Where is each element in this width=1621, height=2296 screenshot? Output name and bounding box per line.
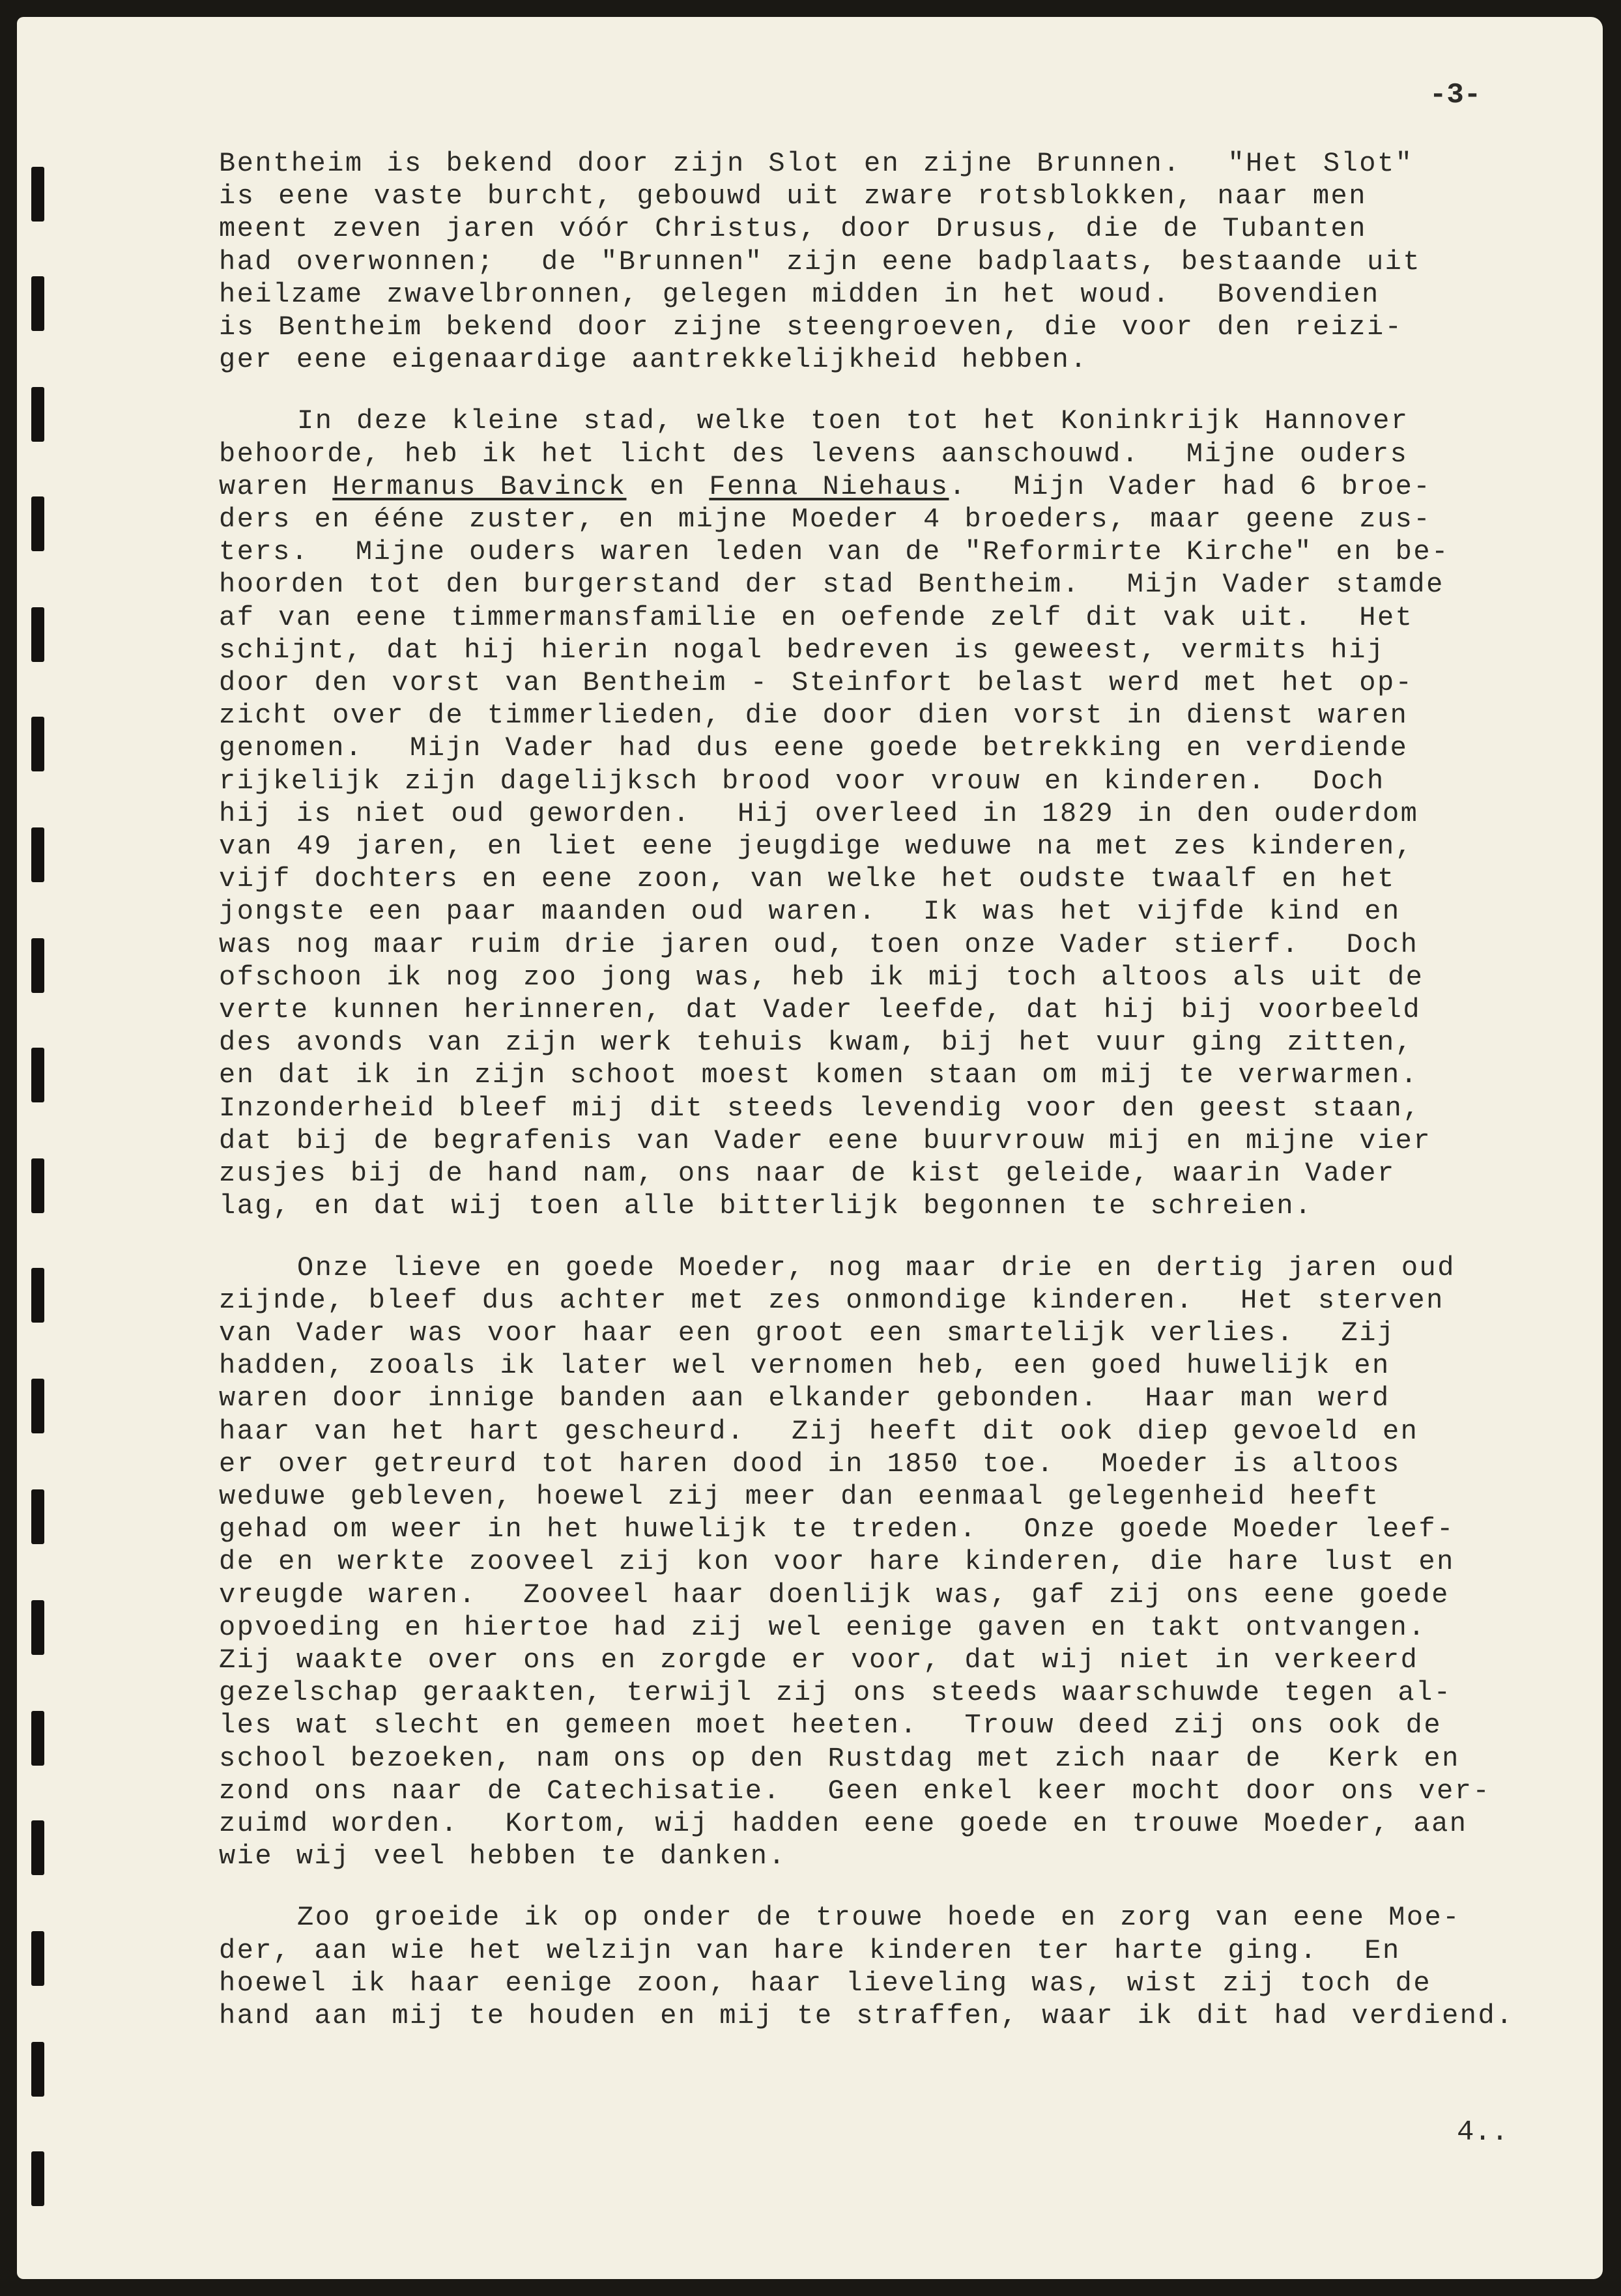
binding-hole [31,607,44,662]
text-line: Inzonderheid bleef mij dit steeds levendig voor den geest staan, [219,1092,1422,1124]
text-line: is Bentheim bekend door zijne steengroeven, die voor den reizi- [219,311,1403,343]
text-line: des avonds van zijn werk tehuis kwam, bij het vuur ging zitten, [219,1027,1414,1059]
text-line: waren door innige banden aan elkander gebonden. Haar man werd [219,1383,1390,1414]
binding-hole [31,827,44,882]
text-line: genomen. Mijn Vader had dus eene goede betrekking en verdiende [219,732,1409,764]
text-line: Onze lieve en goede Moeder, nog maar drie en dertig jaren oud [297,1252,1456,1284]
text-line: ders en ééne zuster, en mijne Moeder 4 broeders, maar geene zus- [219,504,1432,536]
binding-hole [31,2151,44,2206]
text-line: hoewel ik haar eenige zoon, haar lieveling was, wist zij toch de [219,1967,1432,1999]
text-line: rijkelijk zijn dagelijksch brood voor vrouw en kinderen. Doch [219,765,1385,797]
text-line: dat bij de begrafenis van Vader eene buurvrouw mij en mijne vier [219,1125,1432,1156]
text-line: lag, en dat wij toen alle bitterlijk begonnen te schreien. [219,1190,1313,1222]
typed-body [219,147,1594,2061]
text-line: jongste een paar maanden oud waren. Ik was het vijfde kind en [219,896,1401,928]
binding-hole [31,1711,44,1766]
binding-hole [31,1158,44,1213]
page-number: -3- [1429,79,1482,111]
text-line: gehad om weer in het huwelijk te treden. Onze goede Moeder leef- [219,1514,1455,1545]
binding-hole [31,2042,44,2097]
text-line: zicht over de timmerlieden, die door dien vorst in dienst waren [219,700,1409,732]
text-line: zuimd worden. Kortom, wij hadden eene goede en trouwe Moeder, aan [219,1807,1468,1839]
underlined-name: Fenna Niehaus [709,470,949,502]
text-line: hoorden tot den burgerstand der stad Bentheim. Mijn Vader stamde [219,569,1444,601]
text-line: van Vader was voor haar een groot een smartelijk verlies. Zij [219,1317,1396,1349]
text-line: In deze kleine stad, welke toen tot het Koninkrijk Hannover [297,405,1409,437]
text-line: ger eene eigenaardige aantrekkelijkheid hebben. [219,344,1089,376]
underlined-name: Hermanus Bavinck [332,470,627,502]
text-line: vijf dochters en eene zoon, van welke het oudste twaalf en het [219,863,1396,895]
text-line: hij is niet oud geworden. Hij overleed in 1829 in den ouderdom [219,797,1419,829]
text-line: ofschoon ik nog zoo jong was, heb ik mij toch altoos als uit de [219,961,1424,993]
text-line: school bezoeken, nam ons op den Rustdag met zich naar de Kerk en [219,1742,1460,1774]
binding-hole [31,1820,44,1875]
paragraph [219,405,1594,1222]
binding-hole [31,1268,44,1323]
text-line: is eene vaste burcht, gebouwd uit zware rotsblokken, naar men [219,180,1367,212]
text-line: ters. Mijne ouders waren leden van de "Reformirte Kirche" en be- [219,536,1450,568]
text-line: zijnde, bleef dus achter met zes onmondige kinderen. Het sterven [219,1284,1444,1316]
typed-page [17,17,1603,2279]
text-line: verte kunnen herinneren, dat Vader leefde, dat hij bij voorbeeld [219,994,1422,1026]
text-line: door den vorst van Bentheim - Steinfort belast werd met het op- [219,667,1414,699]
text-line: zond ons naar de Catechisatie. Geen enkel keer mocht door ons ver- [219,1775,1491,1807]
binding-hole [31,1048,44,1102]
text-line: Zoo groeide ik op onder de trouwe hoede en zorg van eene Moe- [297,1902,1461,1934]
text-line: behoorde, heb ik het licht des levens aanschouwd. Mijne ouders [219,438,1409,470]
text-line: hadden, zooals ik later wel vernomen heb, een goed huwelijk en [219,1350,1390,1382]
binding-hole [31,938,44,993]
binding-hole [31,387,44,442]
text-line: af van eene timmermansfamilie en oefende zelf dit vak uit. Het [219,601,1414,633]
text-line: Bentheim is bekend door zijn Slot en zijne Brunnen. "Het Slot" [219,148,1414,179]
text-line: waren Hermanus Bavinck en Fenna Niehaus. Mijn Vader had 6 broe- [219,470,1432,502]
text-line: hand aan mij te houden en mij te straffen, waar ik dit had verdiend. [219,2000,1514,2031]
binding-hole [31,496,44,551]
text-line: schijnt, dat hij hierin nogal bedreven is geweest, vermits hij [219,634,1385,666]
text-line: les wat slecht en gemeen moet heeten. Trouw deed zij ons ook de [219,1710,1442,1742]
binding-hole [31,1600,44,1655]
text-line: heilzame zwavelbronnen, gelegen midden in het woud. Bovendien [219,278,1380,310]
binding-hole [31,276,44,331]
text-line: wie wij veel hebben te danken. [219,1841,787,1873]
text-line: had overwonnen; de "Brunnen" zijn eene badplaats, bestaande uit [219,246,1422,278]
text-line: gezelschap geraakten, terwijl zij ons steeds waarschuwde tegen al- [219,1677,1452,1709]
text-line: der, aan wie het welzijn van hare kinderen ter harte ging. En [219,1934,1401,1966]
paragraph [219,1252,1594,1873]
paragraph [219,1901,1594,2032]
binding-hole [31,717,44,771]
text-line: meent zeven jaren vóór Christus, door Drusus, die de Tubanten [219,213,1367,245]
binding-hole [31,167,44,222]
continuation-marker: 4.. [1457,2116,1509,2149]
text-line: was nog maar ruim drie jaren oud, toen onze Vader stierf. Doch [219,928,1419,960]
text-line: vreugde waren. Zooveel haar doenlijk was, gaf zij ons eene goede [219,1579,1450,1611]
text-line: opvoeding en hiertoe had zij wel eenige gaven en takt ontvangen. [219,1611,1427,1643]
binding-hole [31,1931,44,1986]
binding-hole [31,1379,44,1433]
text-line: haar van het hart gescheurd. Zij heeft dit ook diep gevoeld en [219,1415,1419,1447]
binding-holes [17,17,63,2279]
text-line: en dat ik in zijn schoot moest komen staan om mij te verwarmen. [219,1059,1419,1091]
text-line: de en werkte zooveel zij kon voor hare kinderen, die hare lust en [219,1546,1455,1578]
text-line: er over getreurd tot haren dood in 1850 toe. Moeder is altoos [219,1448,1401,1480]
paragraph [219,147,1594,376]
text-line: Zij waakte over ons en zorgde er voor, dat wij niet in verkeerd [219,1644,1419,1676]
text-line: zusjes bij de hand nam, ons naar de kist geleide, waarin Vader [219,1158,1396,1190]
text-line: van 49 jaren, en liet eene jeugdige weduwe na met zes kinderen, [219,831,1414,863]
text-line: weduwe gebleven, hoewel zij meer dan eenmaal gelegenheid heeft [219,1480,1380,1512]
binding-hole [31,1489,44,1544]
